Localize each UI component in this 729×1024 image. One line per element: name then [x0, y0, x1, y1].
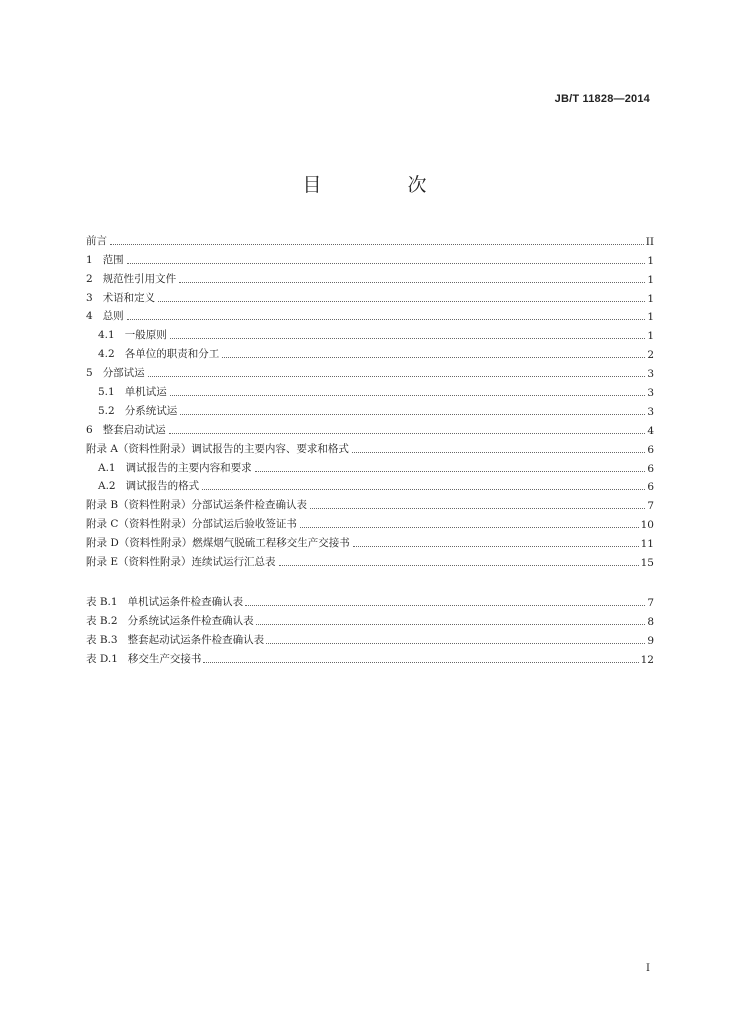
toc-entry-page: 10 [640, 519, 654, 532]
toc-entry-page: 1 [647, 330, 654, 343]
toc-entry-text: 范围 [102, 253, 124, 266]
toc-entry-page: 1 [647, 311, 654, 324]
table-list-entry[interactable] [86, 609, 654, 628]
table-list-entry[interactable] [86, 647, 654, 666]
toc-entry-text: 总则 [102, 310, 124, 323]
toc-entry[interactable] [86, 361, 654, 380]
toc-entry-text: 术语和定义 [102, 291, 156, 304]
toc-entry[interactable] [86, 418, 654, 437]
toc-entry-number: 4 [86, 310, 93, 323]
dot-leader [127, 263, 646, 264]
table-of-contents [86, 229, 654, 569]
table-list-entry[interactable] [86, 590, 654, 609]
document-code: JB/T 11828—2014 [554, 93, 650, 105]
table-list-entry-number: 表 B.1 [86, 596, 118, 608]
toc-entry-label [98, 384, 168, 399]
toc-entry[interactable] [86, 248, 654, 267]
table-list-entry-number: 表 B.3 [86, 634, 118, 646]
toc-entry[interactable] [86, 550, 654, 569]
dot-leader [300, 527, 639, 528]
toc-entry-page: 1 [647, 292, 654, 305]
dot-leader [169, 433, 646, 434]
dot-leader [279, 565, 639, 566]
table-list-entry-text: 单机试运条件检查确认表 [127, 596, 244, 608]
dot-leader [310, 508, 645, 509]
toc-entry[interactable] [86, 323, 654, 342]
toc-entry-label [86, 308, 125, 323]
toc-entry[interactable] [86, 229, 654, 248]
toc-entry-label [86, 535, 351, 550]
toc-entry-page: 2 [647, 349, 654, 362]
dot-leader [266, 643, 645, 644]
dot-leader [203, 662, 638, 663]
toc-entry-label [86, 441, 350, 456]
table-list-entry-page: 8 [647, 616, 654, 628]
toc-entry[interactable] [86, 267, 654, 286]
toc-entry-label [86, 252, 125, 267]
toc-entry-number: 5.1 [98, 386, 115, 399]
toc-entry-label [98, 403, 178, 418]
list-of-tables [86, 590, 654, 666]
toc-entry-page: 6 [647, 481, 654, 494]
toc-entry[interactable] [86, 380, 654, 399]
toc-entry-label [86, 290, 156, 305]
toc-entry[interactable] [86, 342, 654, 361]
toc-entry-number: 3 [86, 291, 93, 304]
toc-entry-page: 1 [647, 254, 654, 267]
dot-leader [158, 301, 645, 302]
toc-entry-label [86, 516, 298, 531]
dot-leader [245, 605, 645, 606]
toc-entry-label [98, 478, 200, 493]
dot-leader [110, 244, 644, 245]
toc-entry-label [86, 365, 146, 380]
toc-entry-label [86, 554, 277, 569]
toc-entry-text: 一般原则 [124, 329, 167, 342]
toc-entry-number: 5 [86, 367, 93, 380]
toc-entry-label [98, 346, 220, 361]
table-list-entry-page: 7 [647, 597, 654, 609]
toc-entry-page: 4 [647, 424, 654, 437]
dot-leader [353, 546, 639, 547]
toc-entry-page: 3 [647, 405, 654, 418]
toc-entry-text: 分系统试运 [124, 404, 178, 417]
toc-entry-text: 调试报告的主要内容和要求 [125, 461, 252, 474]
table-list-entry-label [86, 594, 243, 609]
table-list-entry[interactable] [86, 628, 654, 647]
toc-entry[interactable] [86, 437, 654, 456]
toc-entry-number: A.2 [98, 480, 116, 493]
dot-leader [170, 395, 646, 396]
toc-entry-number: 1 [86, 253, 93, 266]
page-number: I [646, 963, 650, 974]
toc-entry-number: 4.1 [98, 329, 115, 342]
table-list-entry-text: 整套起动试运条件检查确认表 [127, 634, 265, 646]
toc-entry-label [86, 497, 308, 512]
dot-leader [202, 489, 645, 490]
toc-entry[interactable] [86, 399, 654, 418]
table-list-entry-text: 分系统试运条件检查确认表 [127, 615, 254, 627]
toc-entry[interactable] [86, 475, 654, 494]
toc-entry-page: 1 [647, 273, 654, 286]
toc-entry[interactable] [86, 531, 654, 550]
toc-entry-number: 6 [86, 423, 93, 436]
toc-entry-label [86, 271, 177, 286]
toc-entry-text: 附录 C（资料性附录）分部试运后验收签证书 [86, 518, 297, 531]
toc-entry-number: 5.2 [98, 404, 115, 417]
dot-leader [255, 471, 646, 472]
dot-leader [222, 357, 645, 358]
toc-title: 目 次 [302, 174, 467, 196]
toc-entry[interactable] [86, 456, 654, 475]
toc-entry-page: II [645, 235, 654, 248]
toc-entry-text: 规范性引用文件 [102, 272, 177, 285]
toc-entry-text: 附录 A（资料性附录）调试报告的主要内容、要求和格式 [86, 442, 349, 455]
dot-leader [180, 414, 645, 415]
table-list-entry-label [86, 632, 264, 647]
table-list-entry-text: 移交生产交接书 [127, 653, 202, 665]
toc-entry-text: 附录 D（资料性附录）燃煤烟气脱硫工程移交生产交接书 [86, 537, 350, 550]
toc-entry-text: 附录 E（资料性附录）连续试运行汇总表 [86, 556, 276, 569]
toc-entry-page: 15 [640, 557, 654, 570]
dot-leader [170, 338, 646, 339]
toc-entry-label [98, 460, 253, 475]
toc-entry-text: 前言 [86, 234, 107, 247]
toc-entry-page: 11 [640, 538, 654, 551]
toc-entry-page: 3 [647, 368, 654, 381]
toc-entry-page: 3 [647, 387, 654, 400]
toc-entry-text: 附录 B（资料性附录）分部试运条件检查确认表 [86, 499, 308, 512]
dot-leader [352, 452, 645, 453]
table-list-entry-label [86, 651, 201, 666]
toc-entry-page: 6 [647, 462, 654, 475]
toc-entry-label [98, 327, 168, 342]
toc-entry[interactable] [86, 512, 654, 531]
toc-entry[interactable] [86, 305, 654, 324]
dot-leader [179, 282, 645, 283]
toc-entry-text: 各单位的职责和分工 [124, 348, 220, 361]
toc-entry-label [86, 422, 167, 437]
toc-entry-number: A.1 [98, 461, 116, 474]
table-list-entry-label [86, 613, 254, 628]
toc-entry-text: 单机试运 [124, 386, 167, 399]
toc-entry-label [86, 233, 108, 248]
table-list-entry-number: 表 B.2 [86, 615, 118, 627]
table-list-entry-page: 12 [640, 654, 654, 666]
dot-leader [256, 624, 646, 625]
toc-entry-text: 调试报告的格式 [125, 480, 200, 493]
toc-entry-number: 4.2 [98, 348, 115, 361]
table-list-entry-number: 表 D.1 [86, 653, 118, 665]
toc-entry-page: 7 [647, 500, 654, 513]
toc-entry-text: 分部试运 [102, 367, 145, 380]
dot-leader [148, 376, 646, 377]
toc-entry[interactable] [86, 493, 654, 512]
dot-leader [127, 319, 646, 320]
toc-entry[interactable] [86, 286, 654, 305]
toc-entry-number: 2 [86, 272, 93, 285]
toc-entry-text: 整套启动试运 [102, 423, 166, 436]
table-list-entry-page: 9 [647, 635, 654, 647]
toc-entry-page: 6 [647, 443, 654, 456]
